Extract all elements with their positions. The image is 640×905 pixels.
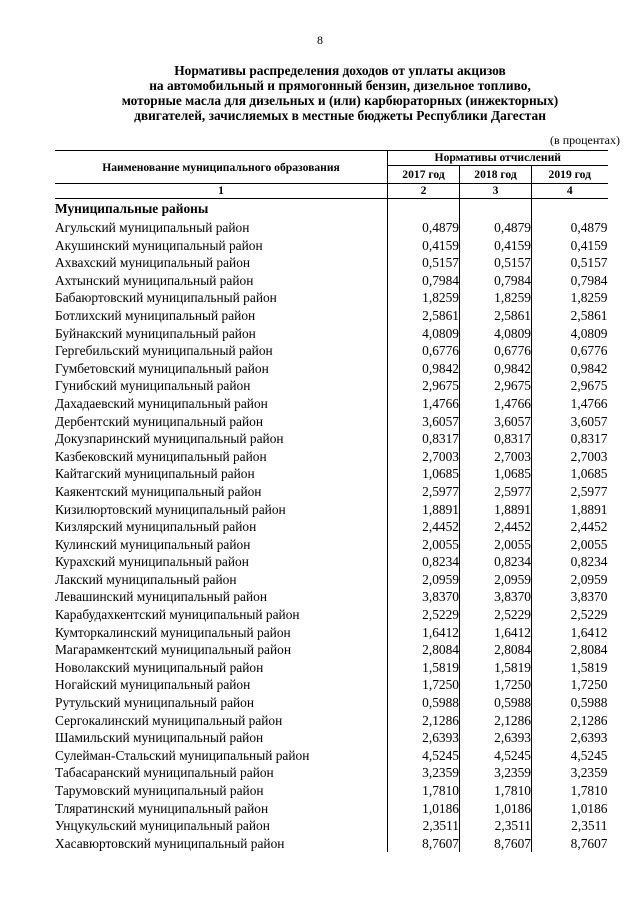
norm-value: 2,3511 — [571, 818, 608, 834]
section-row — [55, 199, 608, 220]
norm-value: 4,5245 — [460, 747, 532, 765]
district-name: Ахтынский муниципальный район — [55, 272, 388, 290]
norm-value: 4,5245 — [570, 747, 608, 763]
norm-value: 2,3511 — [460, 817, 532, 835]
norm-value: 0,8234 — [388, 553, 460, 571]
header-name-column: Наименование муниципального образования — [55, 151, 388, 184]
units-note: (в процентах) — [550, 133, 620, 147]
norm-value: 4,0809 — [460, 325, 532, 343]
norm-value: 0,9842 — [388, 360, 460, 378]
norm-value: 2,5861 — [460, 307, 532, 325]
norm-value: 1,7810 — [460, 782, 532, 800]
district-name: Ботлихский муниципальный район — [55, 307, 388, 325]
table-row — [55, 800, 608, 818]
table-row — [55, 764, 608, 782]
district-name: Бабаюртовский муниципальный район — [55, 289, 388, 307]
norm-value: 1,0685 — [460, 465, 532, 483]
header-index: 4 — [532, 184, 608, 199]
norm-value: 1,7250 — [460, 676, 532, 694]
norm-value: 2,7003 — [388, 448, 460, 466]
district-name: Кумторкалинский муниципальный район — [55, 624, 388, 642]
norm-value: 2,0055 — [570, 536, 608, 552]
norm-value: 1,0186 — [460, 800, 532, 818]
table-row — [55, 254, 608, 272]
norm-value: 4,0809 — [570, 325, 608, 341]
norm-value: 0,4159 — [460, 237, 532, 255]
district-name: Кайтагский муниципальный район — [55, 465, 388, 483]
norm-value: 2,9675 — [388, 377, 460, 395]
norm-value: 2,5229 — [460, 606, 532, 624]
norm-value: 2,6393 — [460, 729, 532, 747]
table-row — [55, 518, 608, 536]
norm-value: 0,5157 — [388, 254, 460, 272]
district-name: Унцукульский муниципальный район — [55, 817, 388, 835]
district-name: Агульский муниципальный район — [55, 219, 388, 237]
norm-value: 2,6393 — [388, 729, 460, 747]
norm-value: 0,6776 — [570, 343, 608, 359]
table-row — [55, 676, 608, 694]
norm-value: 0,8317 — [388, 430, 460, 448]
district-name: Рутульский муниципальный район — [55, 694, 388, 712]
norm-value: 2,9675 — [460, 377, 532, 395]
norm-value: 2,1286 — [388, 712, 460, 730]
norm-value: 1,7810 — [570, 783, 608, 798]
norm-value: 1,0685 — [570, 466, 608, 482]
table-row — [55, 641, 608, 659]
norm-value: 1,8259 — [388, 289, 460, 307]
table-row — [55, 835, 608, 853]
header-index: 2 — [388, 184, 460, 199]
norm-value: 2,6393 — [570, 730, 608, 746]
norm-value: 2,1286 — [570, 712, 608, 728]
district-name: Лакский муниципальный район — [55, 571, 388, 589]
norm-value: 1,0186 — [388, 800, 460, 818]
norm-value: 0,8234 — [570, 554, 608, 570]
norm-value: 0,4879 — [570, 220, 608, 235]
norm-value: 2,7003 — [570, 448, 608, 464]
norm-value: 2,8084 — [570, 642, 608, 658]
norm-value: 1,8259 — [570, 290, 608, 306]
district-name: Тарумовский муниципальный район — [55, 782, 388, 800]
district-name: Дербентский муниципальный район — [55, 413, 388, 431]
table-row — [55, 659, 608, 677]
table-row — [55, 237, 608, 255]
norm-value: 8,7607 — [570, 835, 608, 851]
table-row — [55, 501, 608, 519]
norm-value: 1,4766 — [388, 395, 460, 413]
norm-value: 2,0055 — [388, 536, 460, 554]
norm-value: 3,8370 — [570, 589, 608, 605]
district-name: Курахский муниципальный район — [55, 553, 388, 571]
norm-value: 0,9842 — [570, 360, 608, 376]
norm-value: 2,4452 — [388, 518, 460, 536]
district-name: Сулейман-Стальский муниципальный район — [55, 747, 388, 765]
district-name: Хасавюртовский муниципальный район — [55, 835, 388, 853]
table-row — [55, 395, 608, 413]
header-year: 2017 год — [388, 166, 460, 184]
norm-value: 2,3511 — [388, 817, 460, 835]
norm-value: 0,5988 — [388, 694, 460, 712]
norm-value: 0,7984 — [388, 272, 460, 290]
district-name: Гунибский муниципальный район — [55, 377, 388, 395]
norm-value: 1,7250 — [570, 677, 608, 693]
table-row — [55, 536, 608, 554]
header-index: 1 — [55, 184, 388, 199]
table-row — [55, 360, 608, 378]
norm-value: 3,6057 — [570, 413, 608, 429]
header-group: Нормативы отчислений — [388, 151, 608, 166]
norms-table — [55, 150, 608, 852]
table-row — [55, 624, 608, 642]
norm-value: 0,8234 — [460, 553, 532, 571]
district-name: Буйнакский муниципальный район — [55, 325, 388, 343]
norm-value: 3,2359 — [460, 764, 532, 782]
norm-value: 4,5245 — [388, 747, 460, 765]
district-name: Карабудахкентский муниципальный район — [55, 606, 388, 624]
norm-value: 1,8259 — [460, 289, 532, 307]
district-name: Дахадаевский муниципальный район — [55, 395, 388, 413]
norm-value: 3,8370 — [460, 588, 532, 606]
table-row — [55, 325, 608, 343]
norm-value: 0,9842 — [460, 360, 532, 378]
table-row — [55, 729, 608, 747]
title-line: моторные масла для дизельных и (или) карбюраторных (инжекторных) — [121, 93, 559, 108]
table-row — [55, 483, 608, 501]
document-title — [60, 63, 620, 123]
norm-value: 1,7810 — [388, 782, 460, 800]
table-row — [55, 289, 608, 307]
norm-value: 2,4452 — [460, 518, 532, 536]
table-row — [55, 413, 608, 431]
norm-value: 1,0685 — [388, 465, 460, 483]
table-body — [55, 199, 608, 853]
norm-value: 1,5819 — [570, 659, 608, 675]
table-row — [55, 430, 608, 448]
title-line: Нормативы распределения доходов от уплаты акцизов — [174, 63, 506, 78]
norm-value: 0,4879 — [460, 219, 532, 237]
title-line: на автомобильный и прямогонный бензин, дизельное топливо, — [149, 78, 531, 93]
header-year: 2019 год — [532, 166, 608, 184]
norm-value: 1,7250 — [388, 676, 460, 694]
section-title: Муниципальные районы — [55, 199, 388, 220]
norm-value: 2,5229 — [570, 607, 608, 623]
district-name: Левашинский муниципальный район — [55, 588, 388, 606]
norm-value: 2,0959 — [460, 571, 532, 589]
norm-value: 0,6776 — [388, 342, 460, 360]
table-row — [55, 782, 608, 800]
norm-value: 1,4766 — [570, 395, 608, 411]
table-row — [55, 588, 608, 606]
page-number: 8 — [317, 33, 323, 47]
norm-value: 0,5988 — [460, 694, 532, 712]
district-name: Докузпаринский муниципальный район — [55, 430, 388, 448]
norm-value: 4,0809 — [388, 325, 460, 343]
norm-value: 0,7984 — [460, 272, 532, 290]
district-name: Шамильский муниципальный район — [55, 729, 388, 747]
table-row — [55, 712, 608, 730]
norm-value: 1,5819 — [460, 659, 532, 677]
table-row — [55, 553, 608, 571]
district-name: Гумбетовский муниципальный район — [55, 360, 388, 378]
header-index: 3 — [460, 184, 532, 199]
district-name: Магарамкентский муниципальный район — [55, 641, 388, 659]
norm-value: 2,0055 — [460, 536, 532, 554]
district-name: Ахвахский муниципальный район — [55, 254, 388, 272]
norm-value: 0,8317 — [460, 430, 532, 448]
norm-value: 8,7607 — [388, 835, 460, 853]
norm-value: 0,4159 — [388, 237, 460, 255]
norm-value: 2,0959 — [570, 571, 608, 587]
norm-value: 1,8891 — [570, 501, 608, 517]
table-row — [55, 219, 608, 237]
norm-value: 2,1286 — [460, 712, 532, 730]
norm-value: 0,5157 — [460, 254, 532, 272]
district-name: Ногайский муниципальный район — [55, 676, 388, 694]
norm-value: 2,5977 — [388, 483, 460, 501]
norm-value: 2,4452 — [570, 519, 608, 535]
norm-value: 1,8891 — [388, 501, 460, 519]
norm-value: 0,5157 — [570, 255, 608, 271]
district-name: Казбековский муниципальный район — [55, 448, 388, 466]
norm-value: 1,8891 — [460, 501, 532, 519]
norm-value: 0,4879 — [388, 219, 460, 237]
table-row — [55, 448, 608, 466]
district-name: Кизилюртовский муниципальный район — [55, 501, 388, 519]
norm-value: 1,5819 — [388, 659, 460, 677]
district-name: Кулинский муниципальный район — [55, 536, 388, 554]
table-row — [55, 272, 608, 290]
norm-value: 1,6412 — [388, 624, 460, 642]
table-row — [55, 606, 608, 624]
district-name: Каякентский муниципальный район — [55, 483, 388, 501]
norm-value: 2,0959 — [388, 571, 460, 589]
norm-value: 3,6057 — [388, 413, 460, 431]
norm-value: 2,8084 — [388, 641, 460, 659]
norm-value: 3,2359 — [388, 764, 460, 782]
norm-value: 0,5988 — [570, 695, 608, 711]
norm-value: 1,4766 — [460, 395, 532, 413]
norm-value: 1,0186 — [570, 800, 608, 816]
norm-value: 0,4159 — [570, 237, 608, 253]
table-row — [55, 377, 608, 395]
norm-value: 2,9675 — [570, 378, 608, 394]
norm-value: 1,6412 — [460, 624, 532, 642]
norm-value: 0,7984 — [570, 272, 608, 288]
district-name: Тляратинский муниципальный район — [55, 800, 388, 818]
norm-value: 2,8084 — [460, 641, 532, 659]
norm-value: 2,5229 — [388, 606, 460, 624]
table-row — [55, 694, 608, 712]
table-row — [55, 465, 608, 483]
norm-value: 1,6412 — [570, 624, 608, 640]
header-year: 2018 год — [460, 166, 532, 184]
district-name: Сергокалинский муниципальный район — [55, 712, 388, 730]
table-row — [55, 307, 608, 325]
norm-value: 2,7003 — [460, 448, 532, 466]
table-row — [55, 747, 608, 765]
norm-value: 2,5977 — [570, 483, 608, 499]
norm-value: 3,8370 — [388, 588, 460, 606]
district-name: Табасаранский муниципальный район — [55, 764, 388, 782]
norm-value: 2,5861 — [570, 307, 608, 323]
district-name: Гергебильский муниципальный район — [55, 342, 388, 360]
district-name: Кизлярский муниципальный район — [55, 518, 388, 536]
table-row — [55, 571, 608, 589]
norm-value: 3,2359 — [570, 765, 608, 781]
district-name: Новолакский муниципальный район — [55, 659, 388, 677]
table-row — [55, 817, 608, 835]
norm-value: 8,7607 — [460, 835, 532, 853]
norm-value: 2,5977 — [460, 483, 532, 501]
norm-value: 0,6776 — [460, 342, 532, 360]
norm-value: 3,6057 — [460, 413, 532, 431]
table-row — [55, 342, 608, 360]
title-line: двигателей, зачисляемых в местные бюджеты Республики Дагестан — [134, 108, 546, 123]
district-name: Акушинский муниципальный район — [55, 237, 388, 255]
norm-value: 2,5861 — [388, 307, 460, 325]
norm-value: 0,8317 — [570, 431, 608, 447]
